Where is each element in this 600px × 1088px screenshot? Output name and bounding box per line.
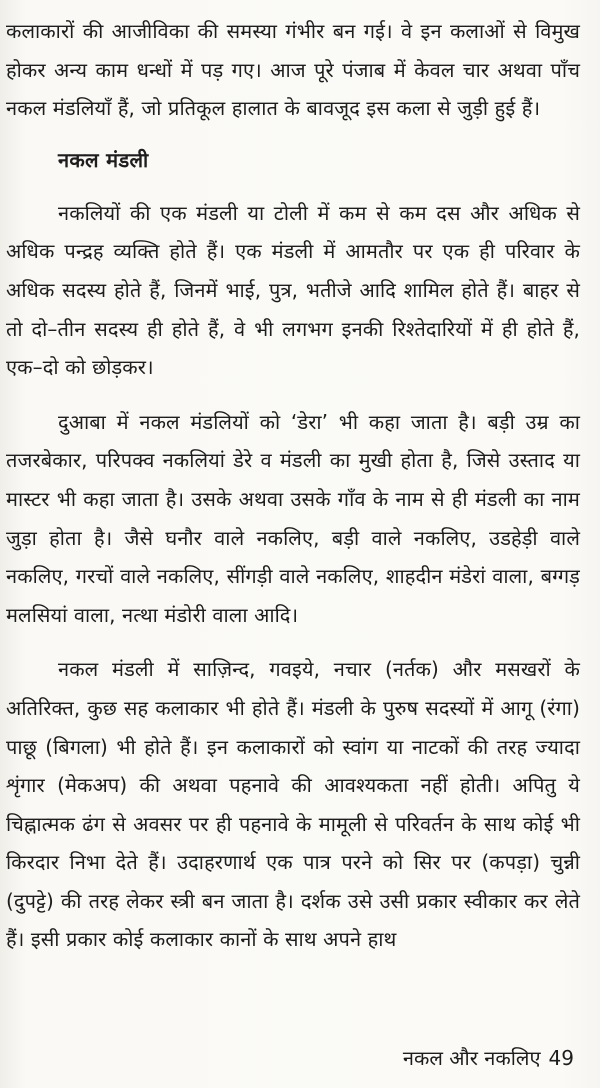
paragraph-continuation: कलाकारों की आजीविका की समस्या गंभीर बन गई। वे इन कलाओं से विमुख होकर अन्य काम धन्धों में पड़ गए। आज पूरे पंजाब में केवल चार अथवा पाँच नकल मंडलियाँ हैं, जो प्रतिकूल हालात के बावजूद इस कला से जुड़ी हुई हैं।: [6, 19, 580, 121]
paragraph-gap: [6, 387, 580, 403]
running-title: नकल और नकलिए: [402, 1046, 541, 1070]
paragraph-troupe-members: नकल मंडली में साज़िन्द, गवइये, नचार (नर्तक) और मसखरों के अतिरिक्त, कुछ सह कलाकार भी होते हैं। मंडली के पुरुष सदस्यों में आगू (रंगा) पाछू (बिगला) भी होते हैं। इन कलाकारों को स्वांग या नाटकों की तरह ज्यादा शृंगार (मेकअप) की अथवा पहनावे की आवश्यकता नहीं होती। अपितु ये चिह्नात्मक ढंग से अवसर पर ही पहनावे के मामूली से परिवर्तन के साथ कोई भी किरदार निभा देते हैं। उदाहरणार्थ एक पात्र परने को सिर पर (कपड़ा) चुन्नी (दुपट्टे) की तरह लेकर स्त्री बन जाता है। दर्शक उसे उसी प्रकार स्वीकार कर लेते हैं। इसी प्रकार कोई कलाकार कानों के साथ अपने हाथ: [6, 657, 580, 952]
page-footer: [403, 1044, 574, 1072]
page-number: 49: [548, 1046, 574, 1070]
paragraph-troupe-size: नकलियों की एक मंडली या टोली में कम से कम दस और अधिक से अधिक पन्द्रह व्यक्ति होते हैं। एक मंडली में आमतौर पर एक ही परिवार के अधिक सदस्य होते हैं, जिनमें भाई, पुत्र, भतीजे आदि शामिल होते हैं। बाहर से तो दो–तीन सदस्य ही होते हैं, वे भी लगभग इनकी रिश्तेदारियों में ही होते हैं, एक–दो को छोड़कर।: [6, 200, 580, 380]
paragraph-gap: [6, 634, 580, 650]
page-body: [6, 12, 580, 959]
paragraph-dera: दुआबा में नकल मंडलियों को ‘डेरा’ भी कहा जाता है। बड़ी उम्र का तजरबेकार, परिपक्व नकलियां डेरे व मंडली का मुखी होता है, जिसे उस्ताद या मास्टर भी कहा जाता है। उसके अथवा उसके गाँव के नाम से ही मंडली का नाम जुड़ा होता है। जैसे घनौर वाले नकलिए, बड़ी वाले नकलिए, उडहेड़ी वाले नकलिए, गरचों वाले नकलिए, सींगड़ी वाले नकलिए, शाहदीन मंडेरां वाला, बग्गड़ मलसियां वाला, नत्था मंडोरी वाला आदि।: [6, 409, 580, 627]
section-heading: नकल मंडली: [58, 147, 149, 172]
